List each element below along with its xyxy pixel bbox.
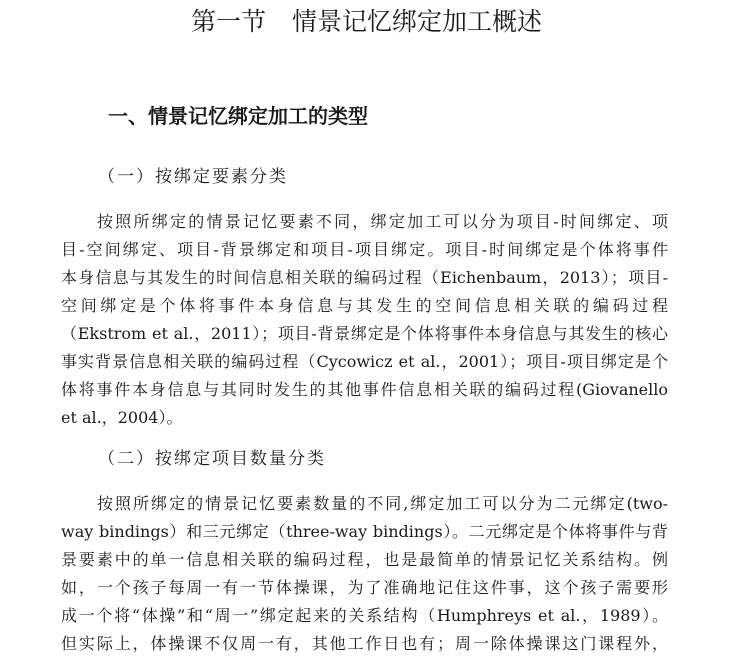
paragraph-line: 事实背景信息相关联的编码过程（Cycowicz et al.，2001）；项目-项目绑定是个 bbox=[61, 352, 668, 371]
paragraph-by-element bbox=[61, 208, 668, 432]
heading-binding-types: 一、情景记忆绑定加工的类型 bbox=[108, 104, 368, 128]
section-number: 第一节 bbox=[190, 7, 266, 36]
paragraph-line: 景要素中的单一信息相关联的编码过程，也是最简单的情景记忆关系结构。例 bbox=[61, 550, 668, 569]
paragraph-line: 但实际上，体操课不仅周一有，其他工作日也有；周一除体操课这门课程外， bbox=[61, 634, 668, 653]
paragraph-line: 空间绑定是个体将事件本身信息与其发生的空间信息相关联的编码过程 bbox=[61, 296, 668, 315]
paragraph-line: et al.，2004）。 bbox=[61, 408, 183, 427]
section-title bbox=[0, 2, 733, 42]
paragraph-line: 如，一个孩子每周一有一节体操课，为了准确地记住这件事，这个孩子需要形 bbox=[61, 578, 668, 597]
subheading-by-quantity: （二）按绑定项目数量分类 bbox=[98, 449, 326, 469]
subheading-by-element: （一）按绑定要素分类 bbox=[98, 167, 288, 187]
paragraph-line: 按照所绑定的情景记忆要素不同，绑定加工可以分为项目-时间绑定、项 bbox=[97, 212, 668, 231]
paragraph-line: 按照所绑定的情景记忆要素数量的不同,绑定加工可以分为二元绑定(two- bbox=[97, 494, 668, 513]
paragraph-line: 体将事件本身信息与其同时发生的其他事件信息相关联的编码过程(Giovanello bbox=[61, 380, 668, 399]
section-title-text: 情景记忆绑定加工概述 bbox=[292, 7, 543, 36]
paragraph-line: way bindings）和三元绑定（three-way bindings）。二元绑定是个体将事件与背 bbox=[61, 522, 668, 541]
paragraph-line: （Ekstrom et al.，2011）；项目-背景绑定是个体将事件本身信息与其发生的核心 bbox=[61, 324, 668, 343]
paragraph-line: 目-空间绑定、项目-背景绑定和项目-项目绑定。项目-时间绑定是个体将事件 bbox=[61, 240, 668, 259]
paragraph-by-quantity bbox=[61, 490, 668, 658]
paragraph-line: 成一个将“体操”和“周一”绑定起来的关系结构（Humphreys et al.，1989）。 bbox=[61, 606, 668, 625]
paragraph-line: 本身信息与其发生的时间信息相关联的编码过程（Eichenbaum，2013）；项目- bbox=[61, 268, 668, 287]
